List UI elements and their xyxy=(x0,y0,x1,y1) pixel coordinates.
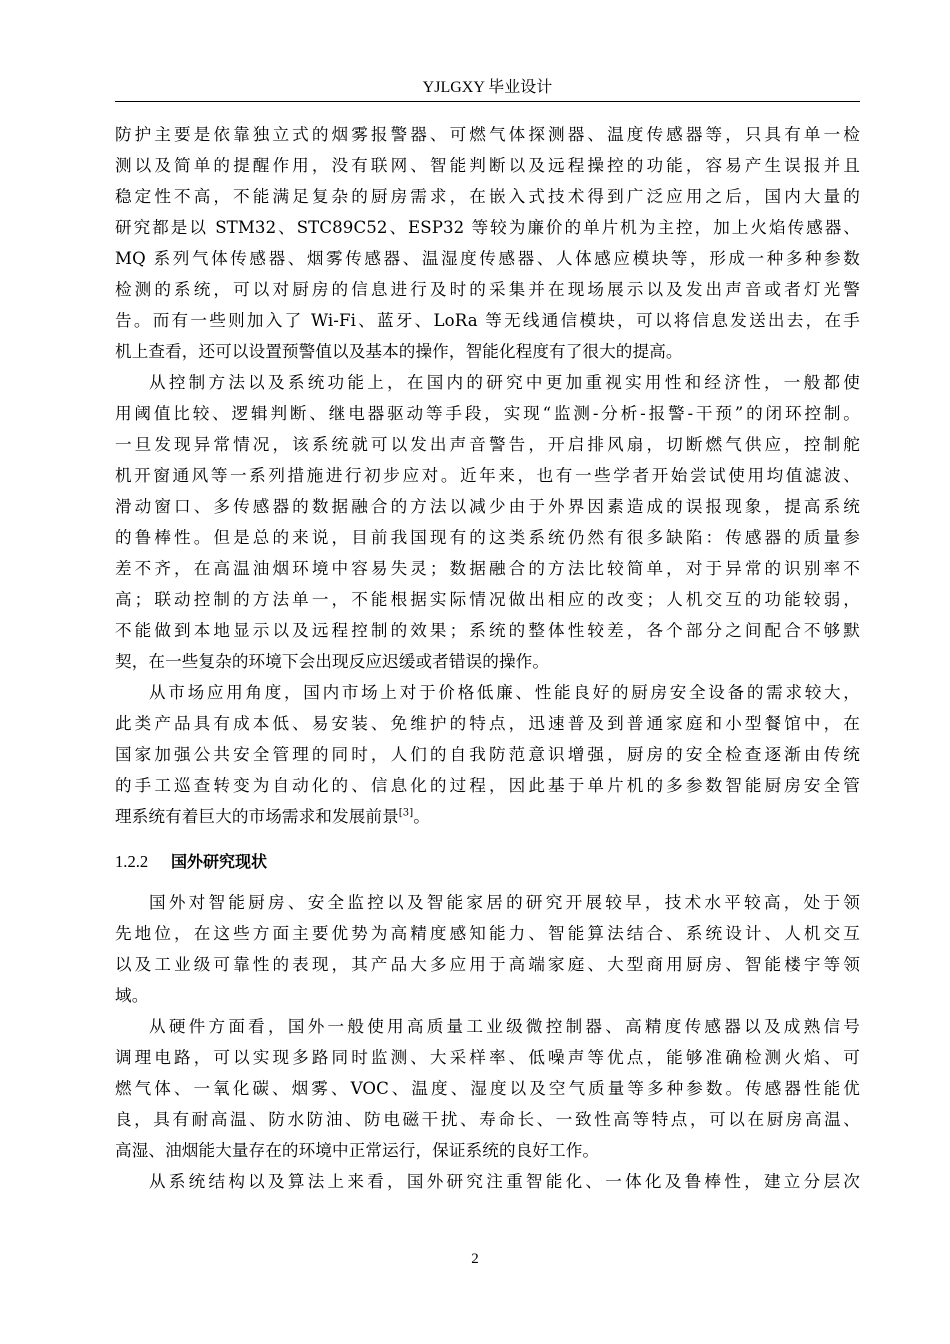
paragraph-foreign-hardware xyxy=(115,1011,860,1166)
section-heading xyxy=(115,846,860,877)
paragraph-domestic-control xyxy=(115,367,860,677)
text-line: 以及工业级可靠性的表现，其产品大多应用于高端家庭、大型商用厨房、智能楼宇等领 xyxy=(115,955,860,974)
text-line: 调理电路，可以实现多路同时监测、大采样率、低噪声等优点，能够准确检测火焰、可 xyxy=(115,1048,860,1067)
section-number: 1.2.2 xyxy=(115,852,149,871)
paragraph-domestic-hardware xyxy=(115,119,860,367)
text-line: 差不齐，在高温油烟环境中容易失灵；数据融合的方法比较简单，对于异常的识别率不 xyxy=(115,559,860,578)
text-line: 机开窗通风等一系列措施进行初步应对。近年来，也有一些学者开始尝试使用均值滤波、 xyxy=(115,466,860,485)
body-text xyxy=(115,119,860,1197)
text-line: 先地位，在这些方面主要优势为高精度感知能力、智能算法结合、系统设计、人机交互 xyxy=(115,924,860,943)
paragraph-foreign-structure xyxy=(115,1166,860,1197)
page-number: 2 xyxy=(471,1251,479,1267)
paragraph-domestic-market xyxy=(115,677,860,832)
text-line: 机上查看，还可以设置预警值以及基本的操作，智能化程度有了很大的提高。 xyxy=(115,342,683,361)
text-line: 燃气体、一氧化碳、烟雾、VOC、温度、湿度以及空气质量等多种参数。传感器性能优 xyxy=(115,1079,860,1098)
text-line: 用阈值比较、逻辑判断、继电器驱动等手段，实现“监测-分析-报警-干预”的闭环控制。 xyxy=(115,404,860,423)
text-line: 的鲁棒性。但是总的来说，目前我国现有的这类系统仍然有很多缺陷：传感器的质量参 xyxy=(115,528,860,547)
text-line: MQ 系列气体传感器、烟雾传感器、温湿度传感器、人体感应模块等，形成一种多种参数 xyxy=(115,249,860,268)
text-line: 国外对智能厨房、安全监控以及智能家居的研究开展较早，技术水平较高，处于领 xyxy=(149,893,860,912)
paragraph-foreign-overview xyxy=(115,887,860,1011)
text-line: 的手工巡查转变为自动化的、信息化的过程，因此基于单片机的多参数智能厨房安全管 xyxy=(115,776,860,795)
text-line: 研究都是以 STM32、STC89C52、ESP32 等较为廉价的单片机为主控，加上火焰传感器、 xyxy=(115,218,860,237)
section-title: 国外研究现状 xyxy=(171,852,268,871)
text-line-tail: 。 xyxy=(413,807,430,826)
text-line: 测以及简单的提醒作用，没有联网、智能判断以及远程操控的功能，容易产生误报并且 xyxy=(115,156,860,175)
text-line: 检测的系统，可以对厨房的信息进行及时的采集并在现场展示以及发出声音或者灯光警 xyxy=(115,280,860,299)
header-rule xyxy=(115,101,860,102)
text-line: 域。 xyxy=(115,986,149,1005)
text-line: 此类产品具有成本低、易安装、免维护的特点，迅速普及到普通家庭和小型餐馆中，在 xyxy=(115,714,860,733)
text-line: 高湿、油烟能大量存在的环境中正常运行，保证系统的良好工作。 xyxy=(115,1141,600,1160)
text-line: 从硬件方面看，国外一般使用高质量工业级微控制器、高精度传感器以及成熟信号 xyxy=(149,1017,860,1036)
text-line: 高；联动控制的方法单一，不能根据实际情况做出相应的改变；人机交互的功能较弱， xyxy=(115,590,860,609)
text-line: 告。而有一些则加入了 Wi-Fi、蓝牙、LoRa 等无线通信模块，可以将信息发送出去，在手 xyxy=(115,311,860,330)
text-line: 国家加强公共安全管理的同时，人们的自我防范意识增强，厨房的安全检查逐渐由传统 xyxy=(115,745,860,764)
text-line: 从控制方法以及系统功能上，在国内的研究中更加重视实用性和经济性，一般都使 xyxy=(149,373,860,392)
text-line xyxy=(115,801,860,832)
text-line: 良，具有耐高温、防水防油、防电磁干扰、寿命长、一致性高等特点，可以在厨房高温、 xyxy=(115,1110,860,1129)
text-line: 契，在一些复杂的环境下会出现反应迟缓或者错误的操作。 xyxy=(115,652,550,671)
page-header: YJLGXY 毕业设计 xyxy=(422,79,553,96)
text-line: 防护主要是依靠独立式的烟雾报警器、可燃气体探测器、温度传感器等，只具有单一检 xyxy=(115,125,860,144)
text-line: 从市场应用角度，国内市场上对于价格低廉、性能良好的厨房安全设备的需求较大， xyxy=(149,683,860,702)
text-line: 一旦发现异常情况，该系统就可以发出声音警告，开启排风扇，切断燃气供应，控制舵 xyxy=(115,435,860,454)
citation: [3] xyxy=(398,807,414,819)
text-line: 稳定性不高，不能满足复杂的厨房需求，在嵌入式技术得到广泛应用之后，国内大量的 xyxy=(115,187,860,206)
text-line: 不能做到本地显示以及远程控制的效果；系统的整体性较差，各个部分之间配合不够默 xyxy=(115,621,860,640)
text-line-content: 理系统有着巨大的市场需求和发展前景 xyxy=(115,807,399,826)
text-line: 滑动窗口、多传感器的数据融合的方法以减少由于外界因素造成的误报现象，提高系统 xyxy=(115,497,860,516)
text-line: 从系统结构以及算法上来看，国外研究注重智能化、一体化及鲁棒性，建立分层次 xyxy=(149,1172,860,1191)
